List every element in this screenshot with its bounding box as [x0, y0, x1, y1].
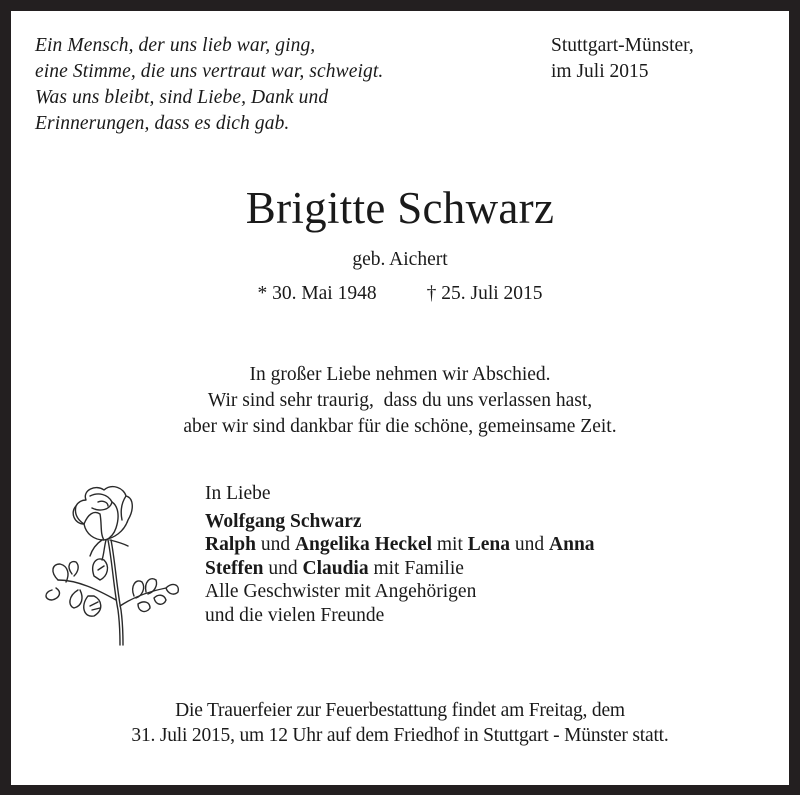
connector-text: mit: [432, 534, 468, 555]
mourner-line: und die vielen Freunde: [205, 604, 385, 626]
mourner-line: [205, 510, 595, 534]
mourners-list: [205, 482, 595, 627]
birth-date: * 30. Mai 1948: [257, 283, 377, 304]
service-line: Die Trauerfeier zur Feuerbestattung findet am Freitag, dem: [175, 700, 625, 721]
poem-line: Erinnerungen, dass es dich gab.: [35, 113, 290, 134]
farewell-line: Wir sind sehr traurig, dass du uns verlassen hast,: [207, 390, 593, 411]
farewell-text: [0, 362, 800, 440]
mourner-name: Anna: [549, 534, 595, 555]
mourner-name: Wolfgang Schwarz: [205, 510, 362, 532]
mourner-line: Alle Geschwister mit Angehörigen: [205, 581, 477, 602]
deceased-name: Brigitte Schwarz: [245, 183, 555, 233]
service-line: 31. Juli 2015, um 12 Uhr auf dem Friedhof in Stuttgart - Münster statt.: [131, 725, 669, 746]
life-dates: [0, 281, 800, 307]
funeral-service-notice: [0, 698, 800, 748]
poem-line: Ein Mensch, der uns lieb war, ging,: [35, 35, 316, 56]
poem-line: Was uns bleibt, sind Liebe, Dank und: [35, 87, 329, 108]
poem-line: eine Stimme, die uns vertraut war, schweigt.: [35, 61, 384, 82]
place: Stuttgart-Münster,: [551, 35, 694, 56]
date: im Juli 2015: [551, 61, 649, 82]
connector-text: und: [510, 534, 550, 555]
mourners-intro: In Liebe: [205, 483, 271, 504]
mourner-name: Claudia: [302, 557, 369, 579]
farewell-line: In großer Liebe nehmen wir Abschied.: [249, 364, 551, 385]
mourner-name: Ralph: [205, 534, 256, 555]
mourner-name: Angelika Heckel: [294, 534, 432, 555]
mourner-name: Lena: [467, 534, 511, 555]
place-and-date: [551, 33, 694, 85]
poem-verse: [35, 33, 383, 137]
connector-text: mit Familie: [368, 557, 464, 579]
mourner-line: [205, 557, 595, 581]
death-date: † 25. Juli 2015: [426, 283, 543, 304]
farewell-line: aber wir sind dankbar für die schöne, gemeinsame Zeit.: [183, 416, 617, 437]
rose-icon: [38, 480, 188, 650]
mourner-line: [205, 533, 595, 557]
connector-text: und: [255, 534, 295, 555]
mourner-name: Steffen: [205, 557, 264, 579]
birth-name: geb. Aichert: [352, 249, 448, 270]
connector-text: und: [263, 557, 303, 579]
